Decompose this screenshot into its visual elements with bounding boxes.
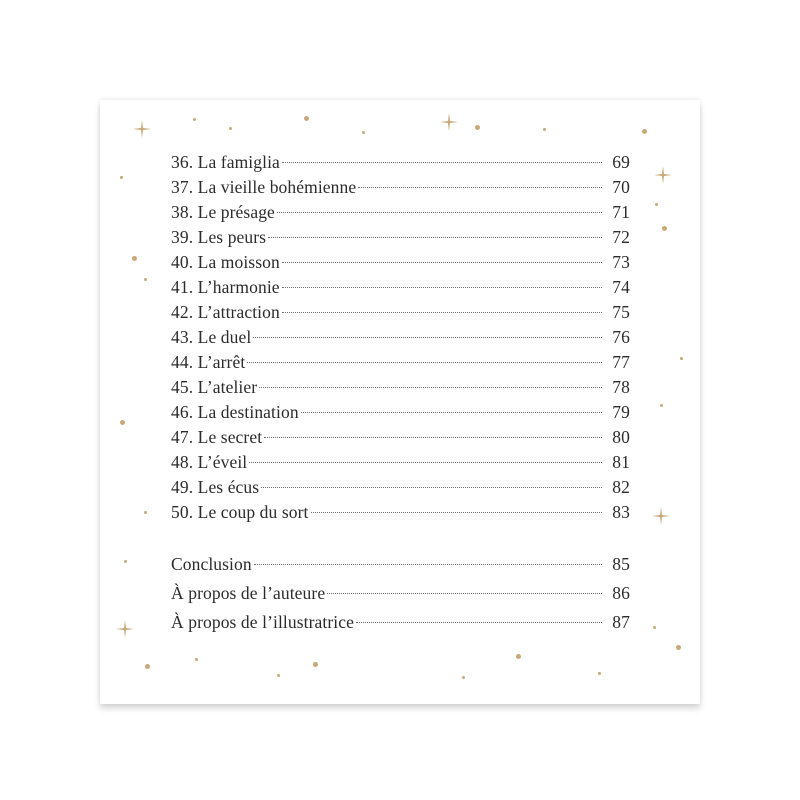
dot-icon [313,662,318,667]
dot-icon [362,131,365,134]
toc-entry-title: 43. Le duel [171,327,252,347]
toc-entry [171,475,630,500]
toc-entry-title: 48. L’éveil [171,452,248,472]
dot-icon [120,420,125,425]
toc-entry-title: 36. La famiglia [171,152,280,172]
toc-entry [171,200,630,225]
dot-leader [282,262,602,263]
dot-icon [144,511,147,514]
toc-entry-title: 45. L’atelier [171,377,258,397]
dot-icon [655,203,658,206]
toc-entry [171,350,630,375]
toc-entry [171,275,630,300]
dot-leader [261,487,602,488]
dot-icon [304,116,309,121]
back-matter-list [171,550,630,637]
toc-entry [171,550,630,579]
toc-entry [171,250,630,275]
toc-entry [171,300,630,325]
dot-leader [253,337,602,338]
toc-entry-page: 70 [612,177,630,197]
toc-entry-page: 72 [612,227,630,247]
toc-entry-title: 38. Le présage [171,202,275,222]
toc-entry-page: 76 [612,327,630,347]
dot-icon [462,676,465,679]
toc-entry-page: 71 [612,202,630,222]
sparkle-icon [654,166,672,184]
toc-entry-page: 77 [612,352,630,372]
toc-entry-title: À propos de l’auteure [171,583,326,603]
toc-entry-title: 37. La vieille bohémienne [171,177,357,197]
toc-entry [171,325,630,350]
toc-entry-title: 46. La destination [171,402,299,422]
toc-entry [171,375,630,400]
toc-entry-title: 40. La moisson [171,252,280,272]
dot-leader [247,362,602,363]
dot-icon [598,672,601,675]
section-spacer [171,525,630,550]
dot-icon [516,654,521,659]
dot-leader [249,462,602,463]
dot-icon [193,118,196,121]
toc-entry-page: 80 [612,427,630,447]
dot-icon [229,127,232,130]
toc-entry-title: 44. L’arrêt [171,352,246,372]
dot-icon [124,560,127,563]
sparkle-icon [652,507,670,525]
toc-entry-title: À propos de l’illustratrice [171,612,354,632]
dot-leader [356,622,602,623]
toc-entry-page: 83 [612,502,630,522]
toc-entry-page: 74 [612,277,630,297]
toc-entry-page: 75 [612,302,630,322]
dot-icon [653,626,656,629]
toc-entry [171,500,630,525]
toc-entry [171,579,630,608]
dot-leader [327,593,602,594]
dot-leader [282,162,602,163]
dot-leader [268,237,602,238]
dot-leader [282,312,602,313]
toc-entry [171,175,630,200]
toc-entry [171,425,630,450]
table-of-contents [171,150,630,637]
sparkle-icon [116,620,134,638]
dot-icon [680,357,683,360]
dot-leader [301,412,602,413]
toc-entry-page: 81 [612,452,630,472]
dot-leader [311,512,603,513]
sparkle-icon [440,113,458,131]
toc-entry [171,608,630,637]
toc-entry-page: 87 [612,612,630,632]
dot-icon [195,658,198,661]
dot-leader [282,287,602,288]
dot-icon [543,128,546,131]
toc-entry-page: 69 [612,152,630,172]
toc-entry-page: 82 [612,477,630,497]
dot-leader [277,212,602,213]
dot-icon [642,129,647,134]
toc-entry [171,450,630,475]
toc-entry-page: 79 [612,402,630,422]
toc-entry-title: 41. L’harmonie [171,277,280,297]
toc-entry-page: 85 [612,554,630,574]
dot-icon [144,278,147,281]
toc-entry-title: Conclusion [171,554,252,574]
toc-entry-title: 50. Le coup du sort [171,502,309,522]
toc-entry [171,400,630,425]
chapter-list [171,150,630,525]
dot-leader [254,564,602,565]
sparkle-icon [133,120,151,138]
toc-entry [171,150,630,175]
dot-icon [132,256,137,261]
toc-entry-page: 86 [612,583,630,603]
toc-entry-title: 39. Les peurs [171,227,267,247]
toc-entry [171,225,630,250]
dot-icon [660,404,663,407]
toc-entry-title: 49. Les écus [171,477,260,497]
dot-icon [676,645,681,650]
dot-icon [475,125,480,130]
toc-entry-title: 42. L’attraction [171,302,280,322]
toc-entry-page: 73 [612,252,630,272]
dot-leader [259,387,602,388]
dot-icon [145,664,150,669]
toc-entry-page: 78 [612,377,630,397]
dot-leader [358,187,602,188]
toc-entry-title: 47. Le secret [171,427,263,447]
dot-icon [120,176,123,179]
dot-icon [662,226,667,231]
dot-icon [277,674,280,677]
dot-leader [264,437,602,438]
